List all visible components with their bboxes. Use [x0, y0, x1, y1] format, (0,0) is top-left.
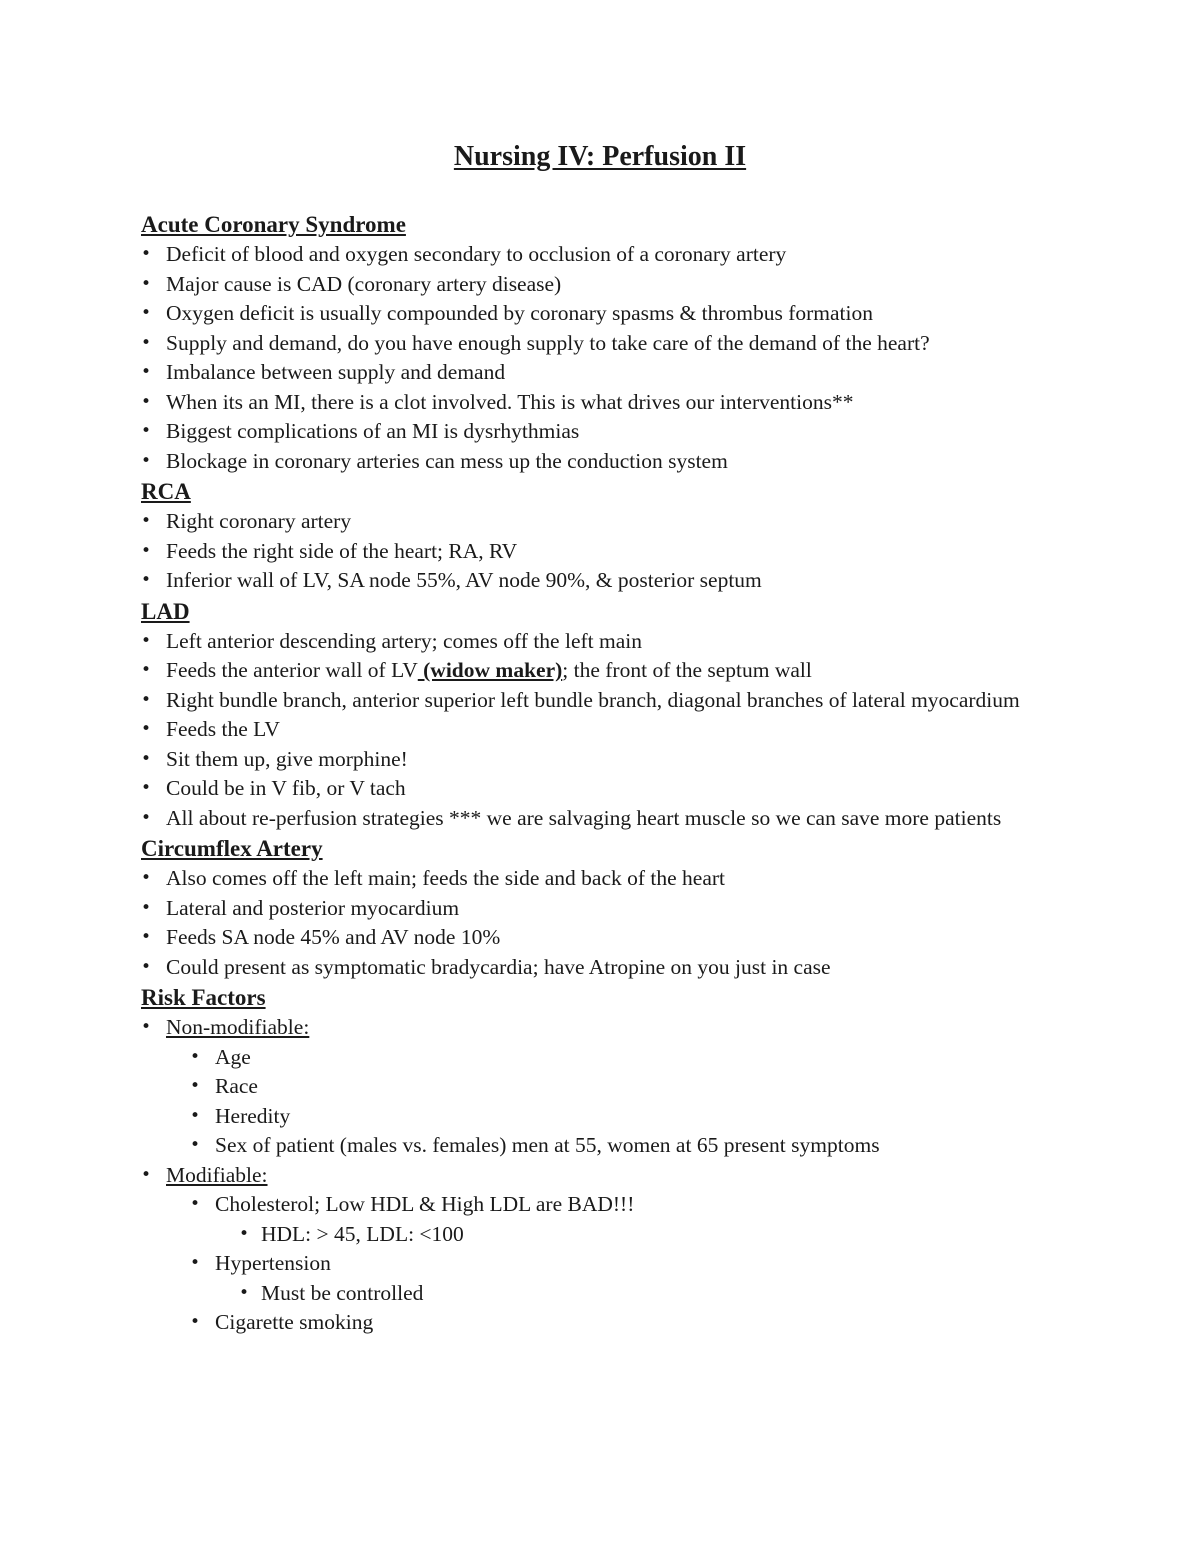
list-item: • Deficit of blood and oxygen secondary to occlusion of a coronary artery: [141, 240, 1041, 270]
page-title: Nursing IV: Perfusion II: [453, 141, 747, 172]
list-item: [190, 1249, 1041, 1308]
non-modifiable-label: Non-modifiable:: [166, 1015, 310, 1039]
heading-lad: LAD: [141, 598, 190, 624]
list-item: • Major cause is CAD (coronary artery disease): [141, 270, 1041, 300]
list-cholesterol-sub: [215, 1220, 1041, 1250]
list-item: • Supply and demand, do you have enough supply to take care of the demand of the heart?: [141, 329, 1041, 359]
list-item: • Feeds the right side of the heart; RA, RV: [141, 537, 1041, 567]
list-risk-factors: [141, 1013, 1041, 1338]
list-item: [141, 1013, 1041, 1161]
heading-acute-coronary-syndrome: Acute Coronary Syndrome: [141, 212, 406, 237]
list-item: • Biggest complications of an MI is dysrhythmias: [141, 417, 1041, 447]
document-body: [141, 209, 1041, 1338]
list-item: • Heredity: [190, 1102, 1041, 1132]
list-item-text: Hypertension: [215, 1251, 331, 1275]
list-item: [141, 656, 1041, 686]
list-item: • Could be in V fib, or V tach: [141, 774, 1041, 804]
list-item: • When its an MI, there is a clot involved. This is what drives our interventions**: [141, 388, 1041, 418]
modifiable-label: Modifiable:: [166, 1162, 268, 1187]
list-item: • Inferior wall of LV, SA node 55%, AV node 90%, & posterior septum: [141, 566, 1041, 596]
list-item: • Right bundle branch, anterior superior left bundle branch, diagonal branches of lateral myocardium: [141, 686, 1041, 716]
list-item: [141, 1161, 1041, 1338]
list-item: • Lateral and posterior myocardium: [141, 894, 1041, 924]
list-item: • All about re-perfusion strategies *** we are salvaging heart muscle so we can save more patients: [141, 804, 1041, 834]
list-non-modifiable: [166, 1043, 1041, 1161]
list-item: • HDL: > 45, LDL: <100: [239, 1220, 1041, 1250]
list-item-text: Feeds the anterior wall of LV: [166, 658, 418, 682]
list-rca: [141, 507, 1041, 596]
list-circumflex-artery: [141, 864, 1041, 982]
list-item-text: ; the front of the septum wall: [562, 658, 812, 682]
heading-rca: RCA: [141, 479, 191, 504]
list-item: • Imbalance between supply and demand: [141, 358, 1041, 388]
list-item-text: Cholesterol; Low HDL & High LDL are BAD!!!: [215, 1192, 635, 1216]
list-item: • Sex of patient (males vs. females) men at 55, women at 65 present symptoms: [190, 1131, 1041, 1161]
list-acute-coronary-syndrome: [141, 240, 1041, 476]
list-item: • Race: [190, 1072, 1041, 1102]
list-item: • Must be controlled: [239, 1279, 1041, 1309]
list-item: • Left anterior descending artery; comes off the left main: [141, 627, 1041, 657]
list-item: • Oxygen deficit is usually compounded by coronary spasms & thrombus formation: [141, 299, 1041, 329]
list-item: • Sit them up, give morphine!: [141, 745, 1041, 775]
list-modifiable: [166, 1190, 1041, 1338]
list-item: • Age: [190, 1043, 1041, 1073]
list-item: • Feeds the LV: [141, 715, 1041, 745]
list-item: • Right coronary artery: [141, 507, 1041, 537]
list-item: • Also comes off the left main; feeds the side and back of the heart: [141, 864, 1041, 894]
list-item: • Could present as symptomatic bradycardia; have Atropine on you just in case: [141, 953, 1041, 983]
emphasis-widow-maker: (widow maker): [417, 658, 563, 682]
list-item: [190, 1190, 1041, 1249]
list-item: • Blockage in coronary arteries can mess up the conduction system: [141, 447, 1041, 477]
heading-circumflex-artery: Circumflex Artery: [141, 836, 323, 861]
heading-risk-factors: Risk Factors: [141, 985, 266, 1010]
list-lad: [141, 627, 1041, 834]
list-hypertension-sub: [215, 1279, 1041, 1309]
list-item: • Feeds SA node 45% and AV node 10%: [141, 923, 1041, 953]
list-item: • Cigarette smoking: [190, 1308, 1041, 1338]
